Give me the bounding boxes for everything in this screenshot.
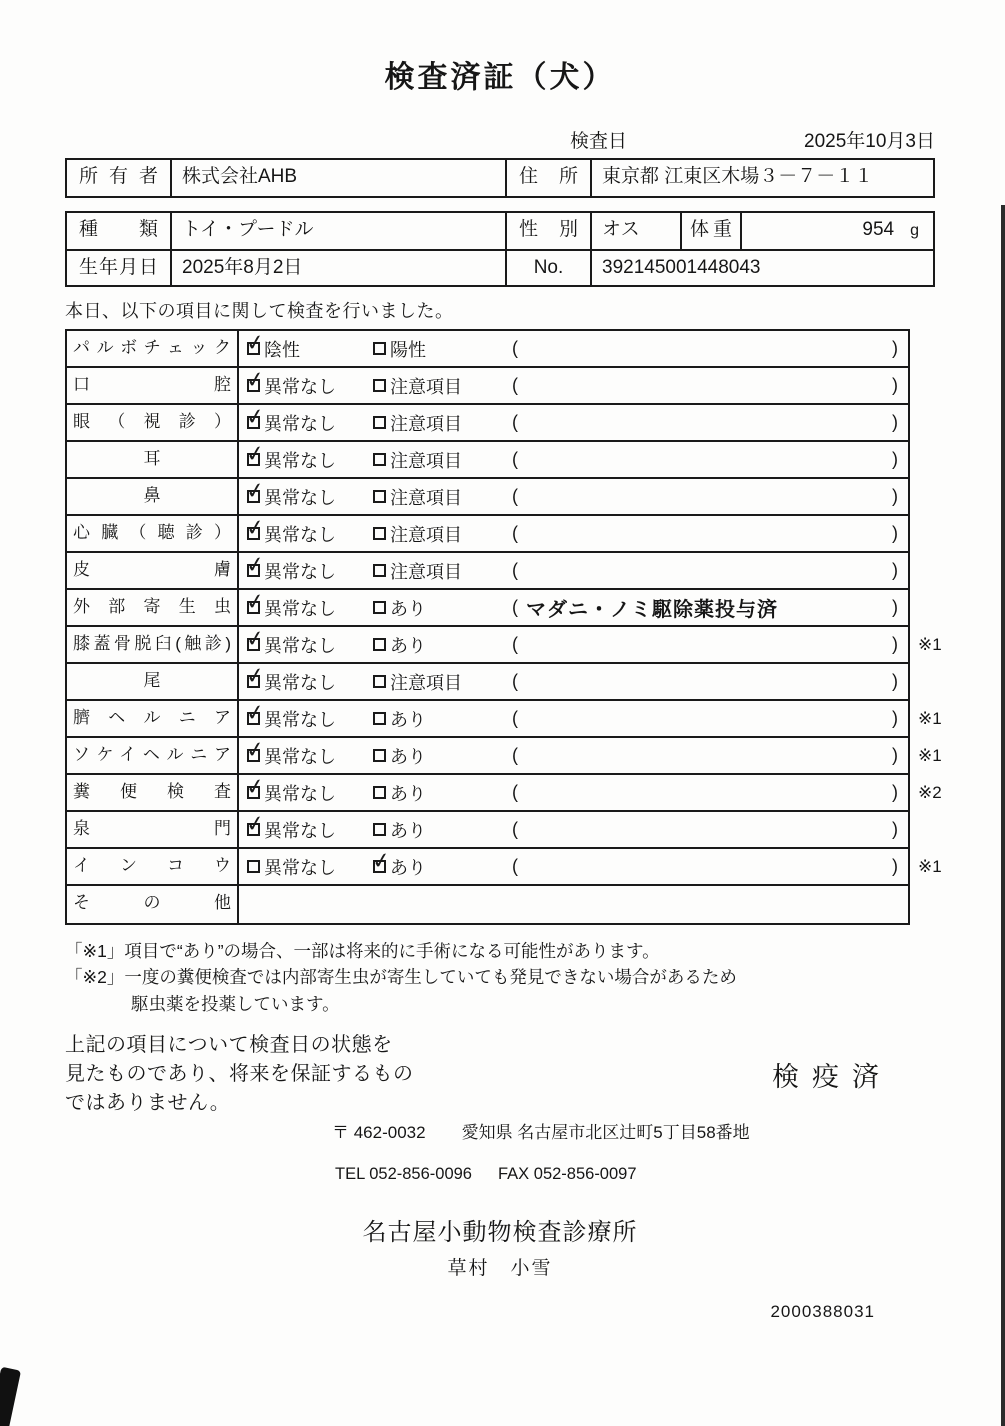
open-paren: ( [512,338,518,358]
weight-cell [742,213,933,249]
option-label: 異常なし [264,413,336,434]
checked-checkbox-icon [247,490,260,503]
comment-cell [502,701,908,736]
option-label: 異常なし [264,746,336,767]
clinic-address: 愛知県 名古屋市北区辻町5丁目58番地 [461,1122,750,1142]
inspection-item-label: ソケイヘルニア [67,738,239,773]
empty-checkbox-icon [373,675,386,688]
checkbox-option [367,775,502,810]
postal-code: 〒 462-0032 [332,1122,426,1142]
option-label: 異常なし [264,450,336,471]
option-label: 異常なし [264,857,336,878]
option-label: 異常なし [264,709,336,730]
inspection-row [67,516,908,553]
breed-label: 種類 [67,213,172,249]
checked-checkbox-icon [247,712,260,725]
weight-unit: g [910,222,919,239]
disclaimer-text [65,1031,414,1118]
comment-cell [502,590,908,625]
open-paren: ( [512,412,518,432]
open-paren: ( [512,708,518,728]
intro-text: 本日、以下の項目に関して検査を行いました。 [65,301,454,321]
no-value: 392145001448043 [602,257,761,278]
note-marker: ※1 [918,708,942,728]
birth-value: 2025年8月2日 [172,251,507,285]
document-number: 2000388031 [770,1301,875,1321]
checkbox-option [367,664,502,699]
note-marker: ※1 [918,745,942,765]
checkbox-option [239,479,367,514]
comment-cell [502,812,908,847]
comment-cell [502,664,908,699]
empty-checkbox-icon [373,786,386,799]
close-paren: ) [892,523,898,543]
option-label: あり [390,857,426,878]
option-label: 注意項目 [390,413,462,434]
open-paren: ( [512,523,518,543]
open-paren: ( [512,634,518,654]
option-label: 注意項目 [390,524,462,545]
open-paren: ( [512,671,518,691]
open-paren: ( [512,782,518,802]
clinic-address-row [65,1118,1005,1143]
comment-cell [502,775,908,810]
checked-checkbox-icon [247,749,260,762]
note-1: 「※1」項目で“あり”の場合、一部は将来的に手術になる可能性があります。 [65,941,660,961]
checked-checkbox-icon [247,675,260,688]
option-label: 注意項目 [390,450,462,471]
checked-checkbox-icon [373,860,386,873]
inspection-item-label: 口腔 [67,368,239,403]
inspection-row [67,738,942,775]
comment-cell [502,553,908,588]
scan-edge-artifact [1001,205,1005,1426]
empty-checkbox-icon [373,601,386,614]
open-paren: ( [512,819,518,839]
comment-text: マダニ・ノミ駆除薬投与済 [526,599,778,621]
disclaimer-line-3: ではありません。 [65,1091,231,1114]
no-label: No. [507,251,592,285]
checkbox-option [239,775,367,810]
checked-checkbox-icon [247,786,260,799]
inspection-item-label: パルボチェック [67,331,239,366]
option-label: あり [390,598,426,619]
open-paren: ( [512,449,518,469]
checkbox-option [367,405,502,440]
sex-value: オス [592,213,682,249]
note-2-line-1: 「※2」一度の糞便検査では内部寄生虫が寄生していても発見できない場合があるため [65,967,737,988]
checkbox-option [367,701,502,736]
empty-checkbox-icon [373,527,386,540]
checkbox-option [367,590,502,625]
checked-checkbox-icon [247,416,260,429]
checkbox-option [239,849,367,884]
checkbox-option [367,849,502,884]
inspection-item-label: 膝蓋骨脱臼(触診) [67,627,239,662]
inspection-item-label: 泉門 [67,812,239,847]
close-paren: ) [892,856,898,876]
inspection-item-label: その他 [67,886,239,923]
inspection-item-label: インコウ [67,849,239,884]
inspection-row [67,812,908,849]
inspection-item-label: 眼（視診） [67,405,239,440]
comment-cell [502,368,908,403]
checkbox-option [367,738,502,773]
empty-checkbox-icon [373,453,386,466]
option-label: 異常なし [264,820,336,841]
checked-checkbox-icon [247,342,260,355]
comment-cell [502,849,908,884]
empty-checkbox-icon [373,712,386,725]
checkbox-option [239,331,367,366]
open-paren: ( [512,745,518,765]
checked-checkbox-icon [247,601,260,614]
inspection-row [67,553,908,590]
empty-checkbox-icon [373,564,386,577]
inspection-item-label: 鼻 [67,479,239,514]
checked-checkbox-icon [247,453,260,466]
open-paren: ( [512,375,518,395]
checkbox-option [367,331,502,366]
note-marker: ※1 [918,856,942,876]
open-paren: ( [512,486,518,506]
close-paren: ) [892,375,898,395]
checkbox-option [239,590,367,625]
option-label: 異常なし [264,487,336,508]
inspection-row [67,701,942,738]
inspection-item-label: 皮膚 [67,553,239,588]
inspection-row [67,479,908,516]
inspection-row [67,442,908,479]
open-paren: ( [512,560,518,580]
checkbox-option [367,812,502,847]
close-paren: ) [892,412,898,432]
inspection-item-label: 臍ヘルニア [67,701,239,736]
fax-number: FAX 052-856-0097 [498,1164,637,1183]
checkbox-option [367,627,502,662]
option-label: 注意項目 [390,376,462,397]
option-label: あり [390,746,426,767]
empty-checkbox-icon [373,749,386,762]
document-title: 検査済証（犬） [384,61,616,94]
contact-row [65,1165,1005,1184]
checkbox-option [367,479,502,514]
option-label: あり [390,635,426,656]
checkbox-option [239,812,367,847]
disclaimer-line-1: 上記の項目について検査日の状態を [65,1033,393,1056]
inspection-item-label: 糞便検査 [67,775,239,810]
comment-cell [502,627,908,662]
checkbox-option [239,553,367,588]
option-label: 注意項目 [390,487,462,508]
close-paren: ) [892,597,898,617]
option-label: 注意項目 [390,672,462,693]
empty-checkbox-icon [373,638,386,651]
checkbox-option [239,516,367,551]
checkbox-option [239,405,367,440]
checkbox-option [239,442,367,477]
inspection-row [67,590,908,627]
inspection-date-label: 検査日 [570,131,628,152]
empty-checkbox-icon [373,823,386,836]
breed-row [67,213,933,249]
weight-value: 954 [862,219,895,240]
checkbox-option [239,664,367,699]
inspection-date-row [65,126,935,153]
option-label: 注意項目 [390,561,462,582]
inspection-item-label: 外部寄生虫 [67,590,239,625]
checkbox-option [239,368,367,403]
inspection-item-label: 耳 [67,442,239,477]
quarantine-stamp: 検疫済 [772,1061,892,1092]
note-marker: ※2 [918,782,942,802]
scan-corner-artifact [0,1367,21,1426]
option-label: あり [390,783,426,804]
checkbox-option [239,701,367,736]
option-label: 陽性 [390,339,426,360]
open-paren: ( [512,856,518,876]
empty-cell [239,886,908,923]
checkbox-option [367,516,502,551]
close-paren: ) [892,708,898,728]
close-paren: ) [892,819,898,839]
option-label: あり [390,709,426,730]
option-label: 異常なし [264,524,336,545]
comment-cell [502,738,908,773]
weight-label: 体重 [682,213,742,249]
inspection-row [67,775,942,812]
tel-number: TEL 052-856-0096 [335,1164,472,1183]
checkbox-option [367,442,502,477]
option-label: 陰性 [264,339,300,360]
comment-cell [502,442,908,477]
open-paren: ( [512,597,518,617]
empty-checkbox-icon [373,342,386,355]
comment-cell [502,479,908,514]
empty-checkbox-icon [373,416,386,429]
owner-value: 株式会社AHB [172,160,507,196]
empty-checkbox-icon [247,860,260,873]
inspection-date-value: 2025年10月3日 [804,131,935,152]
disclaimer-row [65,1031,1000,1118]
close-paren: ) [892,671,898,691]
birth-label: 生年月日 [67,251,172,285]
option-label: 異常なし [264,635,336,656]
owner-label: 所有者 [67,160,172,196]
comment-cell [502,331,908,366]
inspection-row [67,331,908,368]
close-paren: ) [892,560,898,580]
breed-value: トイ・プードル [172,213,507,249]
owner-table [65,158,935,198]
option-label: 異常なし [264,598,336,619]
staff-name: 草村 小雪 [447,1257,553,1279]
address-value: 東京都 江東区木場３－７－１１ [602,166,874,187]
close-paren: ) [892,449,898,469]
inspection-row [67,627,942,664]
sex-label: 性別 [507,213,592,249]
option-label: 異常なし [264,561,336,582]
option-label: あり [390,820,426,841]
info-table [65,211,935,287]
close-paren: ) [892,486,898,506]
note-marker: ※1 [918,634,942,654]
close-paren: ) [892,338,898,358]
inspection-item-label: 心臓（聴診） [67,516,239,551]
birth-row [67,249,933,285]
close-paren: ) [892,782,898,802]
note-2-line-2: 駆虫薬を投薬しています。 [131,993,340,1014]
close-paren: ) [892,745,898,765]
checked-checkbox-icon [247,638,260,651]
option-label: 異常なし [264,672,336,693]
checked-checkbox-icon [247,823,260,836]
address-label: 住所 [507,160,592,196]
checked-checkbox-icon [247,527,260,540]
comment-cell [502,516,908,551]
checkbox-option [239,627,367,662]
option-label: 異常なし [264,376,336,397]
checkbox-option [239,738,367,773]
inspection-table [65,329,942,925]
checkbox-option [367,368,502,403]
inspection-row [67,664,908,701]
close-paren: ) [892,634,898,654]
empty-checkbox-icon [373,379,386,392]
inspection-row [67,405,908,442]
checked-checkbox-icon [247,564,260,577]
comment-cell [502,405,908,440]
option-label: 異常なし [264,783,336,804]
checked-checkbox-icon [247,379,260,392]
clinic-name: 名古屋小動物検査診療所 [362,1218,638,1246]
notes-block [65,938,1005,1017]
inspection-item-label: 尾 [67,664,239,699]
empty-checkbox-icon [373,490,386,503]
disclaimer-line-2: 見たものであり、将来を保証するもの [65,1062,414,1085]
checkbox-option [367,553,502,588]
inspection-row [67,368,908,405]
inspection-row [67,849,942,886]
inspection-row [67,886,908,923]
owner-row [67,160,933,196]
